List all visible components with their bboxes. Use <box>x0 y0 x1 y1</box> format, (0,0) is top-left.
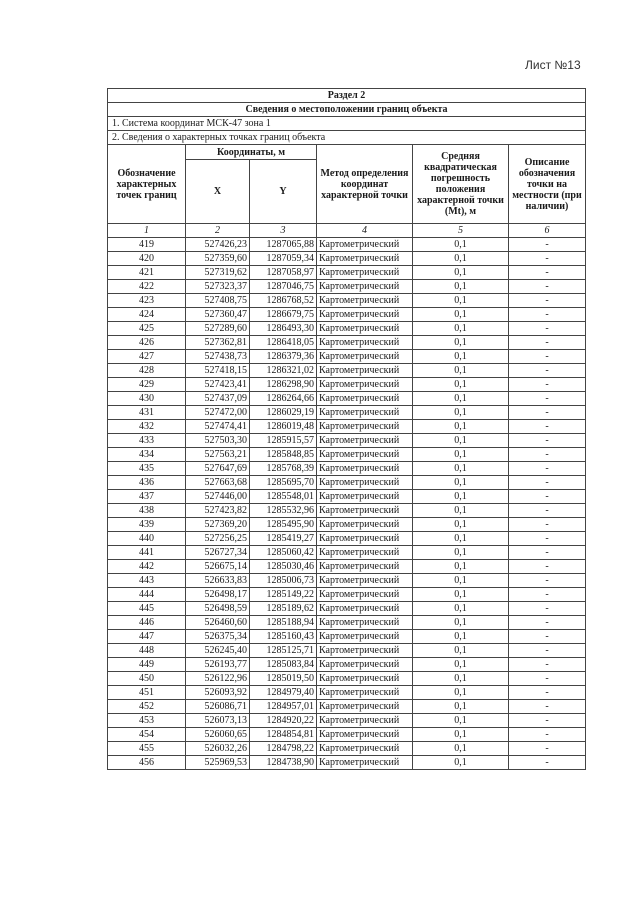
error-cell: 0,1 <box>413 434 509 448</box>
description-cell: - <box>509 392 586 406</box>
coord-system: 1. Система координат МСК-47 зона 1 <box>108 117 586 131</box>
table-row <box>108 616 586 630</box>
column-number: 2 <box>186 224 250 238</box>
method-cell: Картометрический <box>317 406 413 420</box>
column-number: 6 <box>509 224 586 238</box>
table-row <box>108 434 586 448</box>
x-coordinate-cell: 527360,47 <box>186 308 250 322</box>
x-coordinate-cell: 526675,14 <box>186 560 250 574</box>
description-cell: - <box>509 546 586 560</box>
table-row <box>108 462 586 476</box>
table-row <box>108 378 586 392</box>
point-id-cell: 431 <box>108 406 186 420</box>
error-cell: 0,1 <box>413 686 509 700</box>
x-coordinate-cell: 526032,26 <box>186 742 250 756</box>
error-cell: 0,1 <box>413 406 509 420</box>
table-row <box>108 714 586 728</box>
x-coordinate-cell: 526498,59 <box>186 602 250 616</box>
description-cell: - <box>509 742 586 756</box>
point-id-cell: 444 <box>108 588 186 602</box>
description-cell: - <box>509 532 586 546</box>
description-cell: - <box>509 686 586 700</box>
x-coordinate-cell: 527472,00 <box>186 406 250 420</box>
point-id-cell: 446 <box>108 616 186 630</box>
x-coordinate-cell: 526375,34 <box>186 630 250 644</box>
y-coordinate-cell: 1285060,42 <box>250 546 317 560</box>
y-coordinate-cell: 1284920,22 <box>250 714 317 728</box>
point-id-cell: 449 <box>108 658 186 672</box>
column-numbers-row <box>108 224 586 238</box>
description-cell: - <box>509 588 586 602</box>
table-row <box>108 294 586 308</box>
description-cell: - <box>509 574 586 588</box>
description-cell: - <box>509 602 586 616</box>
method-cell: Картометрический <box>317 252 413 266</box>
point-id-cell: 434 <box>108 448 186 462</box>
method-cell: Картометрический <box>317 420 413 434</box>
y-coordinate-cell: 1285030,46 <box>250 560 317 574</box>
x-coordinate-cell: 527663,68 <box>186 476 250 490</box>
coord-system-row <box>108 117 586 131</box>
x-coordinate-cell: 527423,41 <box>186 378 250 392</box>
point-id-cell: 436 <box>108 476 186 490</box>
table-row <box>108 420 586 434</box>
description-cell: - <box>509 336 586 350</box>
x-coordinate-cell: 526498,17 <box>186 588 250 602</box>
section-title-row <box>108 89 586 103</box>
description-cell: - <box>509 518 586 532</box>
header-method: Метод определения координат характерной точки <box>317 145 413 224</box>
method-cell: Картометрический <box>317 350 413 364</box>
point-id-cell: 440 <box>108 532 186 546</box>
section-title: Раздел 2 <box>108 89 586 103</box>
header-coordinates: Координаты, м <box>186 145 317 160</box>
point-id-cell: 433 <box>108 434 186 448</box>
method-cell: Картометрический <box>317 658 413 672</box>
error-cell: 0,1 <box>413 574 509 588</box>
description-cell: - <box>509 280 586 294</box>
description-cell: - <box>509 476 586 490</box>
point-id-cell: 452 <box>108 700 186 714</box>
method-cell: Картометрический <box>317 700 413 714</box>
x-coordinate-cell: 527474,41 <box>186 420 250 434</box>
table-row <box>108 280 586 294</box>
method-cell: Картометрический <box>317 336 413 350</box>
point-id-cell: 456 <box>108 756 186 770</box>
method-cell: Картометрический <box>317 714 413 728</box>
method-cell: Картометрический <box>317 462 413 476</box>
method-cell: Картометрический <box>317 672 413 686</box>
error-cell: 0,1 <box>413 378 509 392</box>
point-id-cell: 427 <box>108 350 186 364</box>
error-cell: 0,1 <box>413 476 509 490</box>
error-cell: 0,1 <box>413 280 509 294</box>
x-coordinate-cell: 526245,40 <box>186 644 250 658</box>
table-row <box>108 602 586 616</box>
x-coordinate-cell: 526086,71 <box>186 700 250 714</box>
error-cell: 0,1 <box>413 294 509 308</box>
y-coordinate-cell: 1286298,90 <box>250 378 317 392</box>
error-cell: 0,1 <box>413 266 509 280</box>
x-coordinate-cell: 527563,21 <box>186 448 250 462</box>
y-coordinate-cell: 1285768,39 <box>250 462 317 476</box>
point-id-cell: 437 <box>108 490 186 504</box>
header-point-id: Обозначение характерных точек границ <box>108 145 186 224</box>
error-cell: 0,1 <box>413 238 509 252</box>
y-coordinate-cell: 1286493,30 <box>250 322 317 336</box>
point-id-cell: 424 <box>108 308 186 322</box>
y-coordinate-cell: 1285160,43 <box>250 630 317 644</box>
point-id-cell: 454 <box>108 728 186 742</box>
y-coordinate-cell: 1285149,22 <box>250 588 317 602</box>
table-row <box>108 238 586 252</box>
y-coordinate-cell: 1285532,96 <box>250 504 317 518</box>
x-coordinate-cell: 527323,37 <box>186 280 250 294</box>
error-cell: 0,1 <box>413 518 509 532</box>
x-coordinate-cell: 526727,34 <box>186 546 250 560</box>
header-description: Описание обозначения точки на местности (при наличии) <box>509 145 586 224</box>
description-cell: - <box>509 308 586 322</box>
x-coordinate-cell: 526073,13 <box>186 714 250 728</box>
description-cell: - <box>509 700 586 714</box>
x-coordinate-cell: 527256,25 <box>186 532 250 546</box>
error-cell: 0,1 <box>413 490 509 504</box>
description-cell: - <box>509 728 586 742</box>
y-coordinate-cell: 1284854,81 <box>250 728 317 742</box>
error-cell: 0,1 <box>413 700 509 714</box>
error-cell: 0,1 <box>413 532 509 546</box>
column-number: 5 <box>413 224 509 238</box>
description-cell: - <box>509 616 586 630</box>
section-subtitle-row <box>108 103 586 117</box>
table-row <box>108 686 586 700</box>
point-id-cell: 422 <box>108 280 186 294</box>
points-heading-row <box>108 131 586 145</box>
point-id-cell: 428 <box>108 364 186 378</box>
x-coordinate-cell: 527319,62 <box>186 266 250 280</box>
point-id-cell: 445 <box>108 602 186 616</box>
x-coordinate-cell: 527362,81 <box>186 336 250 350</box>
method-cell: Картометрический <box>317 322 413 336</box>
y-coordinate-cell: 1285548,01 <box>250 490 317 504</box>
x-coordinate-cell: 527647,69 <box>186 462 250 476</box>
y-coordinate-cell: 1286768,52 <box>250 294 317 308</box>
error-cell: 0,1 <box>413 252 509 266</box>
header-row-1 <box>108 145 586 160</box>
method-cell: Картометрический <box>317 448 413 462</box>
table-row <box>108 490 586 504</box>
description-cell: - <box>509 490 586 504</box>
points-heading: 2. Сведения о характерных точках границ объекта <box>108 131 586 145</box>
description-cell: - <box>509 644 586 658</box>
table-row <box>108 756 586 770</box>
column-number: 1 <box>108 224 186 238</box>
header-x: X <box>186 160 250 224</box>
point-id-cell: 448 <box>108 644 186 658</box>
error-cell: 0,1 <box>413 742 509 756</box>
point-id-cell: 442 <box>108 560 186 574</box>
boundary-points-table <box>107 88 586 770</box>
x-coordinate-cell: 525969,53 <box>186 756 250 770</box>
y-coordinate-cell: 1287059,34 <box>250 252 317 266</box>
error-cell: 0,1 <box>413 462 509 476</box>
y-coordinate-cell: 1285083,84 <box>250 658 317 672</box>
error-cell: 0,1 <box>413 364 509 378</box>
point-id-cell: 420 <box>108 252 186 266</box>
error-cell: 0,1 <box>413 616 509 630</box>
table-row <box>108 476 586 490</box>
method-cell: Картометрический <box>317 546 413 560</box>
description-cell: - <box>509 462 586 476</box>
y-coordinate-cell: 1286418,05 <box>250 336 317 350</box>
point-id-cell: 421 <box>108 266 186 280</box>
error-cell: 0,1 <box>413 630 509 644</box>
x-coordinate-cell: 527359,60 <box>186 252 250 266</box>
description-cell: - <box>509 434 586 448</box>
error-cell: 0,1 <box>413 588 509 602</box>
description-cell: - <box>509 294 586 308</box>
y-coordinate-cell: 1286029,19 <box>250 406 317 420</box>
y-coordinate-cell: 1284798,22 <box>250 742 317 756</box>
x-coordinate-cell: 526060,65 <box>186 728 250 742</box>
method-cell: Картометрический <box>317 238 413 252</box>
table-row <box>108 672 586 686</box>
y-coordinate-cell: 1286379,36 <box>250 350 317 364</box>
table-row <box>108 322 586 336</box>
table-row <box>108 504 586 518</box>
column-number: 3 <box>250 224 317 238</box>
section-subtitle: Сведения о местоположении границ объекта <box>108 103 586 117</box>
error-cell: 0,1 <box>413 448 509 462</box>
method-cell: Картометрический <box>317 504 413 518</box>
description-cell: - <box>509 378 586 392</box>
table-row <box>108 644 586 658</box>
table-row <box>108 392 586 406</box>
table-row <box>108 546 586 560</box>
point-id-cell: 450 <box>108 672 186 686</box>
description-cell: - <box>509 448 586 462</box>
table-row <box>108 336 586 350</box>
x-coordinate-cell: 526122,96 <box>186 672 250 686</box>
table-row <box>108 658 586 672</box>
column-number: 4 <box>317 224 413 238</box>
description-cell: - <box>509 252 586 266</box>
x-coordinate-cell: 527446,00 <box>186 490 250 504</box>
point-id-cell: 453 <box>108 714 186 728</box>
description-cell: - <box>509 672 586 686</box>
error-cell: 0,1 <box>413 658 509 672</box>
table-row <box>108 364 586 378</box>
error-cell: 0,1 <box>413 602 509 616</box>
y-coordinate-cell: 1285495,90 <box>250 518 317 532</box>
x-coordinate-cell: 527426,23 <box>186 238 250 252</box>
table-row <box>108 406 586 420</box>
x-coordinate-cell: 526460,60 <box>186 616 250 630</box>
description-cell: - <box>509 364 586 378</box>
point-id-cell: 425 <box>108 322 186 336</box>
method-cell: Картометрический <box>317 364 413 378</box>
error-cell: 0,1 <box>413 336 509 350</box>
y-coordinate-cell: 1287065,88 <box>250 238 317 252</box>
error-cell: 0,1 <box>413 728 509 742</box>
description-cell: - <box>509 658 586 672</box>
method-cell: Картометрический <box>317 518 413 532</box>
method-cell: Картометрический <box>317 266 413 280</box>
description-cell: - <box>509 504 586 518</box>
error-cell: 0,1 <box>413 308 509 322</box>
table-row <box>108 588 586 602</box>
y-coordinate-cell: 1285125,71 <box>250 644 317 658</box>
header-y: Y <box>250 160 317 224</box>
y-coordinate-cell: 1285419,27 <box>250 532 317 546</box>
x-coordinate-cell: 527423,82 <box>186 504 250 518</box>
y-coordinate-cell: 1285695,70 <box>250 476 317 490</box>
error-cell: 0,1 <box>413 322 509 336</box>
method-cell: Картометрический <box>317 476 413 490</box>
method-cell: Картометрический <box>317 602 413 616</box>
table-row <box>108 532 586 546</box>
x-coordinate-cell: 527503,30 <box>186 434 250 448</box>
y-coordinate-cell: 1284979,40 <box>250 686 317 700</box>
table-row <box>108 448 586 462</box>
point-id-cell: 447 <box>108 630 186 644</box>
table-row <box>108 560 586 574</box>
x-coordinate-cell: 527408,75 <box>186 294 250 308</box>
x-coordinate-cell: 527369,20 <box>186 518 250 532</box>
error-cell: 0,1 <box>413 714 509 728</box>
method-cell: Картометрический <box>317 308 413 322</box>
method-cell: Картометрический <box>317 588 413 602</box>
method-cell: Картометрический <box>317 294 413 308</box>
method-cell: Картометрический <box>317 378 413 392</box>
method-cell: Картометрический <box>317 560 413 574</box>
point-id-cell: 430 <box>108 392 186 406</box>
y-coordinate-cell: 1285019,50 <box>250 672 317 686</box>
y-coordinate-cell: 1287046,75 <box>250 280 317 294</box>
point-id-cell: 426 <box>108 336 186 350</box>
header-error: Средняя квадратическая погрешность положения характерной точки (Mt), м <box>413 145 509 224</box>
table-row <box>108 350 586 364</box>
error-cell: 0,1 <box>413 392 509 406</box>
y-coordinate-cell: 1286679,75 <box>250 308 317 322</box>
method-cell: Картометрический <box>317 532 413 546</box>
point-id-cell: 439 <box>108 518 186 532</box>
method-cell: Картометрический <box>317 644 413 658</box>
method-cell: Картометрический <box>317 280 413 294</box>
method-cell: Картометрический <box>317 574 413 588</box>
point-id-cell: 455 <box>108 742 186 756</box>
y-coordinate-cell: 1285189,62 <box>250 602 317 616</box>
table-row <box>108 266 586 280</box>
description-cell: - <box>509 406 586 420</box>
error-cell: 0,1 <box>413 504 509 518</box>
description-cell: - <box>509 714 586 728</box>
y-coordinate-cell: 1284738,90 <box>250 756 317 770</box>
y-coordinate-cell: 1285848,85 <box>250 448 317 462</box>
point-id-cell: 432 <box>108 420 186 434</box>
method-cell: Картометрический <box>317 616 413 630</box>
description-cell: - <box>509 630 586 644</box>
description-cell: - <box>509 350 586 364</box>
description-cell: - <box>509 266 586 280</box>
point-id-cell: 423 <box>108 294 186 308</box>
point-id-cell: 443 <box>108 574 186 588</box>
error-cell: 0,1 <box>413 350 509 364</box>
table-row <box>108 742 586 756</box>
error-cell: 0,1 <box>413 420 509 434</box>
point-id-cell: 441 <box>108 546 186 560</box>
y-coordinate-cell: 1285188,94 <box>250 616 317 630</box>
x-coordinate-cell: 527418,15 <box>186 364 250 378</box>
method-cell: Картометрический <box>317 434 413 448</box>
error-cell: 0,1 <box>413 644 509 658</box>
method-cell: Картометрический <box>317 728 413 742</box>
description-cell: - <box>509 322 586 336</box>
method-cell: Картометрический <box>317 756 413 770</box>
point-id-cell: 435 <box>108 462 186 476</box>
method-cell: Картометрический <box>317 686 413 700</box>
method-cell: Картометрический <box>317 490 413 504</box>
y-coordinate-cell: 1286321,02 <box>250 364 317 378</box>
x-coordinate-cell: 527438,73 <box>186 350 250 364</box>
description-cell: - <box>509 420 586 434</box>
error-cell: 0,1 <box>413 546 509 560</box>
y-coordinate-cell: 1284957,01 <box>250 700 317 714</box>
table-row <box>108 630 586 644</box>
y-coordinate-cell: 1285915,57 <box>250 434 317 448</box>
table-row <box>108 518 586 532</box>
y-coordinate-cell: 1286264,66 <box>250 392 317 406</box>
description-cell: - <box>509 756 586 770</box>
method-cell: Картометрический <box>317 392 413 406</box>
table-row <box>108 574 586 588</box>
point-id-cell: 438 <box>108 504 186 518</box>
method-cell: Картометрический <box>317 630 413 644</box>
x-coordinate-cell: 527437,09 <box>186 392 250 406</box>
description-cell: - <box>509 560 586 574</box>
table-row <box>108 700 586 714</box>
description-cell: - <box>509 238 586 252</box>
table-row <box>108 252 586 266</box>
error-cell: 0,1 <box>413 560 509 574</box>
error-cell: 0,1 <box>413 672 509 686</box>
method-cell: Картометрический <box>317 742 413 756</box>
error-cell: 0,1 <box>413 756 509 770</box>
point-id-cell: 419 <box>108 238 186 252</box>
point-id-cell: 451 <box>108 686 186 700</box>
x-coordinate-cell: 526093,92 <box>186 686 250 700</box>
y-coordinate-cell: 1285006,73 <box>250 574 317 588</box>
table-row <box>108 728 586 742</box>
x-coordinate-cell: 526633,83 <box>186 574 250 588</box>
table-row <box>108 308 586 322</box>
point-id-cell: 429 <box>108 378 186 392</box>
x-coordinate-cell: 527289,60 <box>186 322 250 336</box>
sheet-number: Лист №13 <box>525 58 581 72</box>
y-coordinate-cell: 1287058,97 <box>250 266 317 280</box>
y-coordinate-cell: 1286019,48 <box>250 420 317 434</box>
x-coordinate-cell: 526193,77 <box>186 658 250 672</box>
